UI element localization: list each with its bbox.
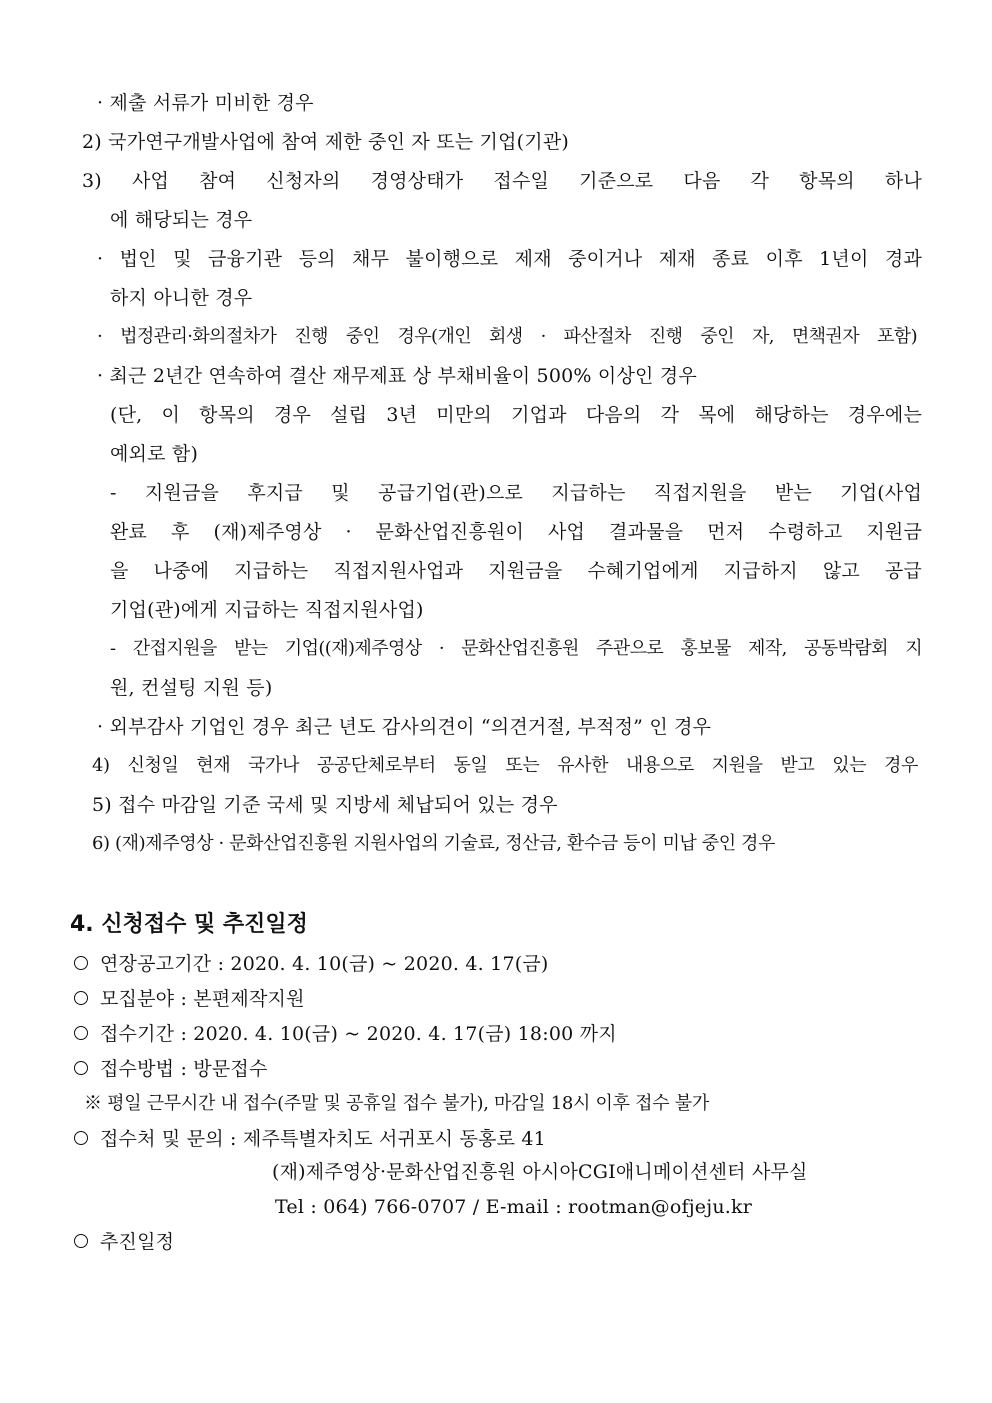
note-text: ※ 평일 근무시간 내 접수(주말 및 공휴일 접수 불가), 마감일 18시 이후 접수 불가 xyxy=(84,1093,709,1114)
list-item-text: 접수방법 : 방문접수 xyxy=(100,1058,268,1080)
circle-bullet-icon xyxy=(74,1234,88,1248)
contact-organization: (재)제주영상·문화산업진흥원 아시아CGI애니메이션센터 사무실 xyxy=(272,1161,808,1183)
contact-address: 접수처 및 문의 : 제주특별자치도 서귀포시 동홍로 41 xyxy=(100,1128,546,1150)
list-item-text: 연장공고기간 : 2020. 4. 10(금) ~ 2020. 4. 17(금) xyxy=(100,953,549,975)
circle-bullet-icon xyxy=(74,1061,88,1075)
list-item: · 법인 및 금융기관 등의 채무 불이행으로 제재 중이거나 제재 종료 이후 1년이 경과 xyxy=(97,248,922,270)
list-item xyxy=(74,986,305,1012)
circle-bullet-icon xyxy=(74,956,88,970)
list-item: · 최근 2년간 연속하여 결산 재무제표 상 부채비율이 500% 이상인 경우 xyxy=(97,365,697,387)
list-item: 에 해당되는 경우 xyxy=(110,209,253,231)
list-item: · 법정관리·화의절차가 진행 중인 경우(개인 회생 · 파산절차 진행 중인 자, 면책권자 포함) xyxy=(97,326,917,347)
list-item: · 제출 서류가 미비한 경우 xyxy=(97,92,314,114)
list-item xyxy=(74,1126,546,1152)
list-item-text: 접수기간 : 2020. 4. 10(금) ~ 2020. 4. 17(금) 18:00 까지 xyxy=(100,1023,617,1045)
list-item: 예외로 함) xyxy=(110,443,199,465)
list-item xyxy=(74,1021,617,1047)
list-item-text: 모집분야 : 본편제작지원 xyxy=(100,988,305,1010)
list-item: 6) (재)제주영상 · 문화산업진흥원 지원사업의 기술료, 정산금, 환수금 등이 미납 중인 경우 xyxy=(92,833,776,854)
circle-bullet-icon xyxy=(74,1026,88,1040)
list-item: 원, 컨설팅 지원 등) xyxy=(110,677,273,699)
section-heading: 4. 신청접수 및 추진일정 xyxy=(70,912,308,937)
list-item: 5) 접수 마감일 기준 국세 및 지방세 체납되어 있는 경우 xyxy=(92,794,558,816)
list-item: 4) 신청일 현재 국가나 공공단체로부터 동일 또는 유사한 내용으로 지원을 받고 있는 경우 xyxy=(92,755,918,776)
list-item xyxy=(74,951,549,977)
schedule-label: 추진일정 xyxy=(100,1231,175,1253)
contact-info: Tel : 064) 766-0707 / E-mail : rootman@ofjeju.kr xyxy=(275,1196,753,1218)
list-item xyxy=(74,1229,174,1255)
list-item: 기업(관)에게 지급하는 직접지원사업) xyxy=(110,599,424,621)
circle-bullet-icon xyxy=(74,991,88,1005)
list-item: 하지 아니한 경우 xyxy=(110,287,253,309)
list-item: (단, 이 항목의 경우 설립 3년 미만의 기업과 다음의 각 목에 해당하는 경우에는 xyxy=(110,404,922,426)
list-item: - 간접지원을 받는 기업((재)제주영상 · 문화산업진흥원 주관으로 홍보물 제작, 공동박람회 지 xyxy=(110,638,922,659)
list-item: 3) 사업 참여 신청자의 경영상태가 접수일 기준으로 다음 각 항목의 하나 xyxy=(82,170,922,192)
list-item: · 외부감사 기업인 경우 최근 년도 감사의견이 “의견거절, 부적정” 인 경우 xyxy=(97,716,712,738)
list-item: - 지원금을 후지급 및 공급기업(관)으로 지급하는 직접지원을 받는 기업(사업 xyxy=(110,482,922,504)
list-item: 완료 후 (재)제주영상 · 문화산업진흥원이 사업 결과물을 먼저 수령하고 지원금 xyxy=(110,521,922,543)
list-item xyxy=(74,1056,268,1082)
circle-bullet-icon xyxy=(74,1131,88,1145)
list-item: 2) 국가연구개발사업에 참여 제한 중인 자 또는 기업(기관) xyxy=(82,131,569,153)
list-item: 을 나중에 지급하는 직접지원사업과 지원금을 수혜기업에게 지급하지 않고 공급 xyxy=(110,560,922,582)
